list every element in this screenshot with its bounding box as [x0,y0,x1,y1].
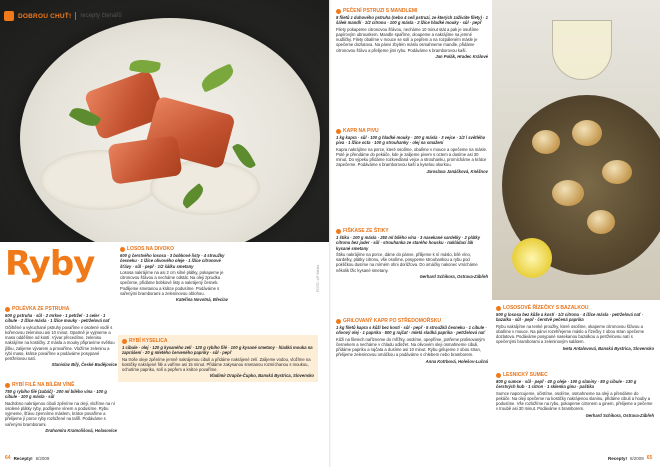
recipe-body: Na troše oleje zpěníme jemně nakrájenou cibuli a přidáme nakrájené zelí. Zalijeme vodou, vložíme na kostičky nakrájené filé a vaříme asi 15 minut. Přidáme zakysanou smetanou rozmíchanou s moukou, ochutíme papriku, solí a pepřem a krátce povaříme. [122,356,311,372]
recipe-heading: RYBÍ FILÉ NA BÍLÉM VÍNĚ [5,382,117,388]
page-header [4,10,122,22]
section-title: DOBROU CHUŤ! [18,12,72,20]
bullet-icon [336,129,341,134]
recipe-body: Štiku nakrájíme na porce, dáme do pánve, přilijeme k ní máslo, bílé víno, sardelky, plátky citronu, vše osolíme, posypeme strouhankou a rybu pod pokličkou dusíme na mírném ohni dorůžova. Do omáčky nakonec vmícháme několik lžic kysané smetany. [336,251,478,273]
recipe-author: Iveta Antalovová, Banská Bystrica, Slovensko [562,345,654,351]
recipe-ingredients: 500 g lososa bez kůže a kostí · 1/2 citronu · 4 lžíce másla · petrželová nať · bazalka · sůl · pepř · čerstvě pečená paprika [496,312,644,323]
recipe-ingredients: 1 kg kapra · sůl · 100 g hladké mouky · 100 g másla · 3 vejce · 1/2 l světlého piva · 1 lžíce octa · 100 g strouhanky · olej na smažení [336,135,486,146]
recipe-heading: FIŠKASE ZE ŠTIKY [336,228,488,234]
header-divider [75,12,76,20]
recipe-author: Drahomíra Kramolišová, Holasovice [45,427,117,433]
issue-number: 8/2009 [35,455,50,461]
wine-glass [552,20,612,80]
bullet-icon [336,319,341,324]
recipe-article [336,228,488,279]
bullet-icon [5,383,10,388]
fish-piece [532,130,560,154]
section-icon [4,11,14,21]
recipe-ingredients: 1 štika · 100 g másla · 250 ml bílého vína · 3 nasekané sardelky · 2 plátky citronu bez jader · sůl · strouhanka ze starého housku · nakládací lák kysané smetany [336,235,481,251]
page-gutter [329,0,331,467]
bullet-icon [336,9,341,14]
recipe-body: Očištěné a vykuchané pstruhy povaříme v osolené vodě s kořenovou zeleninou asi 10 minut. Opatrně je vyjmeme a maso oddělíme od kostí. Vývar přecedíme, zeleninu nakrájíme na kostičky. Z másla a mouky připravíme světlou jíšku, zalijeme vývarem a provaříme. Vložíme zeleninu a rybí maso, krátce povaříme a podáváme posypané petrželovou natí. [5,324,115,361]
recipe-ingredients: 1 cibule · olej · 120 g kysaného zelí · 120 g rybího filé · 100 g kysané smetany · hladká mouka na zaprášení · 20 g mletého červeného papriky · sůl · pepř [122,345,313,356]
recipe-heading: POLÉVKA ZE PSTRUHA [5,306,117,312]
bullet-icon [5,307,10,312]
recipe-heading: KAPR NA PIVU [336,128,488,134]
recipe-article [496,305,654,351]
recipe-ingredients: 600 g čerstvého lososa · 3 bobkové listy · 4 stroužky česneku · 1 lžíce olivového oleje · 1 lžíce citronové šťávy · sůl · pepř · 1/2 šálku smetany [120,253,225,269]
recipe-author: Anna Kotrbová, Holešov-Lučná [425,358,488,364]
fish-piece [552,180,584,206]
recipe-body: Kapra nakrájíme na porce, které osolíme, obalíme v mouce a opečeme na másle. Poté je přendáme do pekáče, kde je zalijeme pivem s octem a dusíme asi 30 minut. Do výpeku přidáme rozkvedlaná vejce a strouhanku, promícháme a krátce zapečeme. Podáváme s bramborovou kaší a kyselou okurkou. [336,146,488,168]
salmon-dish-photo [0,0,330,242]
footer-left [5,455,49,461]
footer-right [608,455,652,461]
recipe-heading: GRILOVANÝ KAPR PO STŘEDOMOŘSKU [336,318,488,324]
section-subtitle: recepty čtenářů [80,13,122,19]
bullet-icon [496,373,501,378]
photo-credit: FOTO: LIF Media [316,264,320,292]
recipe-ingredients: 1 kg filetů kapra s kůží bez kostí · sůl · pepř · 5 stroužků česneku · 1 cibule · olivový olej · 1 paprika · 500 g rajčat · mletá sladká paprika · petrželová nať [336,325,487,336]
recipe-body: Rybu nakrájíme na tenké proužky, které osolíme, okapeme citronovou šťávou a obalíme v mouce. Na pánvi rozehřejeme máslo a řízečky z obou stran opečeme dozlatova. Podáváme posypané nasekanou bazalkou a petrželovou natí s opečenými bramborami a zeleninovým salátem. [496,323,645,345]
recipe-author: Gerhard Schikora, Ostrava-Zábřeh [585,412,654,418]
recipe-ingredients: 500 g pstruha · sůl · 2 mrkve · 1 petržel · 1 celer · 1 cibule · 2 lžíce másla · 1 lžíce mouky · petrželová nať [5,313,110,324]
recipe-article [5,382,117,433]
recipe-body: Sumce naporcujeme, očistíme, osolíme, osmahneme na oleji a přendáme do pekáče. Na oleji opečeme na kostičky nakrájenou slaninu, přidáme cibuli a houby a podusíme. Vše rozložíme na rybu, pokapeme citronem a ginem, přelijeme a pečeme v troubě asi 30 minut. Podáváme s bramborem. [496,390,653,412]
scallop-dish-photo [492,0,660,300]
page-number: 64 [5,455,11,461]
bullet-icon [336,229,341,234]
recipe-heading: RYBÍ KYSELICA [122,338,314,344]
page-number: 65 [646,455,653,461]
page-title: Ryby [5,244,95,284]
bullet-icon [122,339,127,344]
recipe-heading: PEČENÍ PSTRUZI S MANDLEMI [336,8,488,14]
recipe-article [336,128,488,174]
recipe-heading: LOSOSOVÉ ŘÍZEČKY S BAZALKOU [496,305,654,311]
recipe-author: Kateřina Novotná, Břeclav [175,297,228,302]
recipe-body: Lososa nakrájíme na asi 2 cm silné plátky, pokapeme je citronovou šťávou a necháme odstát. Na oleji zprudka opečeme, přidáme bobkové listy a nakrájený česnek. Podlijeme smetanou a krátce podusíme. Podáváme s vařenými bramborami a zeleninovou oblohou. [120,269,224,296]
recipe-body: Kůži na filetech nařízneme do mřížky, osolíme, opepříme, potřeme prolisovaným česnekem a necháme v chladu odležet. Na olivovém oleji osmahneme cibuli, přidáme papriku a rajčata a dusíme asi 10 minut. Rybu grilujeme z obou stran, přelijeme zeleninovou omáčkou a podáváme s chlebem nebo bramborem. [336,336,485,358]
recipe-ingredients: 8 filetů z duhového pstruha (nebo 4 celí pstruzi, ze kterých zažíváte filety) · 1 šálek mandlí · 1/2 citronu · 100 g másla · 2 lžíce hladké mouky · sůl · pepř [336,15,488,26]
recipe-author: Stanislav Bílý, České Budějovice [51,362,117,368]
recipe-ingredients: 800 g sumce · sůl · pepř · 40 g oleje · 100 g slaniny · 80 g cibule · 130 g čerstvých hub · 1 citron · 1 sklenka ginu · paštika [496,379,637,390]
bullet-icon [496,306,501,311]
recipe-heading: LOSOS NA DIVOKO [120,246,228,252]
issue-number: 8/2009 [630,455,644,461]
recipe-article [336,8,488,59]
recipe-article [336,318,488,364]
recipe-author: Jan Polák, Hradec Králové [435,53,488,59]
recipe-ingredients: 750 g rybího filé (zubáč) · 200 ml bílého vína · 100 g cibule · 100 g másla · sůl [5,389,107,400]
recipe-body: Nadrobno nakrájenou cibuli zpěníme na oleji, vložíme na ní osolené plátky ryby, podlijeme vínem a podusíme. Rybu vyjmeme, šťávu zjemníme máslem, krátce povaříme a přelijeme jí porce ryby rozložené na talíři. Podáváme s vařenými bramborami. [5,400,115,427]
recipe-article [118,335,318,382]
magazine-name: Recepty! [13,455,33,461]
recipe-heading: LESNICKÝ SUMEC [496,372,654,378]
magazine-name: Recepty! [608,455,628,461]
fish-piece [587,210,615,234]
recipe-article [120,246,228,302]
recipe-author: Jaroslava Janáčková, Kněžnov [426,168,488,174]
fish-piece [572,120,602,146]
lemon [512,238,552,278]
recipe-author: Vladimír Drapče-Čupko, Banská Bystrica, Slovensko [209,373,314,379]
fish-piece [602,160,632,184]
bullet-icon [120,247,125,252]
recipe-author: Gerhard Schikora, Ostrava-Zábřeh [419,273,488,279]
recipe-article [5,306,117,368]
recipe-article [496,372,654,418]
recipe-body: Filety pokapeme citronovou šťávou, necháme 10 minut stát a pak je osušíme papírovým ubrouskem. Mandle spaříme, oloupeme a nakrájíme na jemné nudličky. Filety obalíme v mouce se solí a pepřem a na rozpáleném másle je opečeme dozlatova. Na pánvi zbylém máslu osmahneme mandle, přidáme citronovou šťávu a přelijeme jimi rybu. Podáváme s bramborovou kaší. [336,26,479,53]
